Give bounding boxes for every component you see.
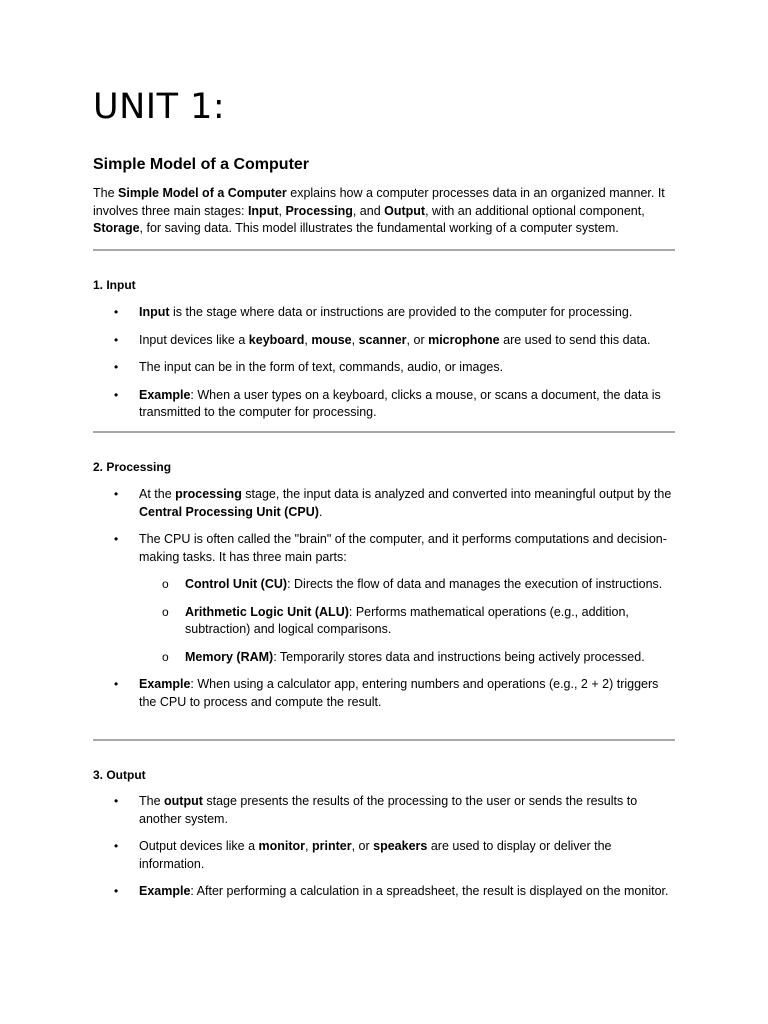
sub-list-item: o Memory (RAM): Temporarily stores data and instructions being actively processed. [139,649,675,667]
processing-list [93,486,675,721]
sub-list-item: o Arithmetic Logic Unit (ALU): Performs mathematical operations (e.g., addition, subtraction) and logical comparisons. [139,604,675,639]
cpu-parts-list [139,576,675,666]
list-item: • The CPU is often called the "brain" of the computer, and it performs computations and decision-making tasks. It has three main parts: o Control Unit (CU): Directs the flow of data and manages the execution of instructions. o Arithmetic Logic Unit (ALU): Performs mathematical operations (e.g., addition, subtraction) and logical comparisons. o Memory (RAM): Temporarily stores data and instructions being actively processed. [93,531,675,666]
input-heading: 1. Input [93,278,136,292]
divider [93,249,675,251]
list-item: • At the processing stage, the input data is analyzed and converted into meaningful output by the Central Processing Unit (CPU). [93,486,675,521]
list-item: • The input can be in the form of text, commands, audio, or images. [93,359,675,377]
list-item: • Output devices like a monitor, printer, or speakers are used to display or deliver the information. [93,838,675,873]
divider [93,431,675,433]
section-title: Simple Model of a Computer [93,156,310,173]
sub-list-item: o Control Unit (CU): Directs the flow of data and manages the execution of instructions. [139,576,675,594]
divider [93,739,675,741]
intro-paragraph: The Simple Model of a Computer explains how a computer processes data in an organized manner. It involves three main stages: Input, Processing, and Output, with an additional optional component, Storage, for saving data. This model illustrates the fundamental working of a computer system. [93,186,665,235]
output-heading: 3. Output [93,768,146,782]
output-list [93,793,675,911]
list-item: • Example: When using a calculator app, entering numbers and operations (e.g., 2 + 2) triggers the CPU to process and compute the result. [93,676,675,711]
processing-heading: 2. Processing [93,460,172,474]
unit-title: UNIT 1: [93,87,226,127]
list-item: • The output stage presents the results of the processing to the user or sends the results to another system. [93,793,675,828]
list-item: • Example: After performing a calculation in a spreadsheet, the result is displayed on the monitor. [93,883,675,901]
input-list [93,304,675,432]
list-item: • Example: When a user types on a keyboard, clicks a mouse, or scans a document, the data is transmitted to the computer for processing. [93,387,675,422]
list-item: • Input devices like a keyboard, mouse, scanner, or microphone are used to send this data. [93,332,675,350]
list-item: • Input is the stage where data or instructions are provided to the computer for processing. [93,304,675,322]
